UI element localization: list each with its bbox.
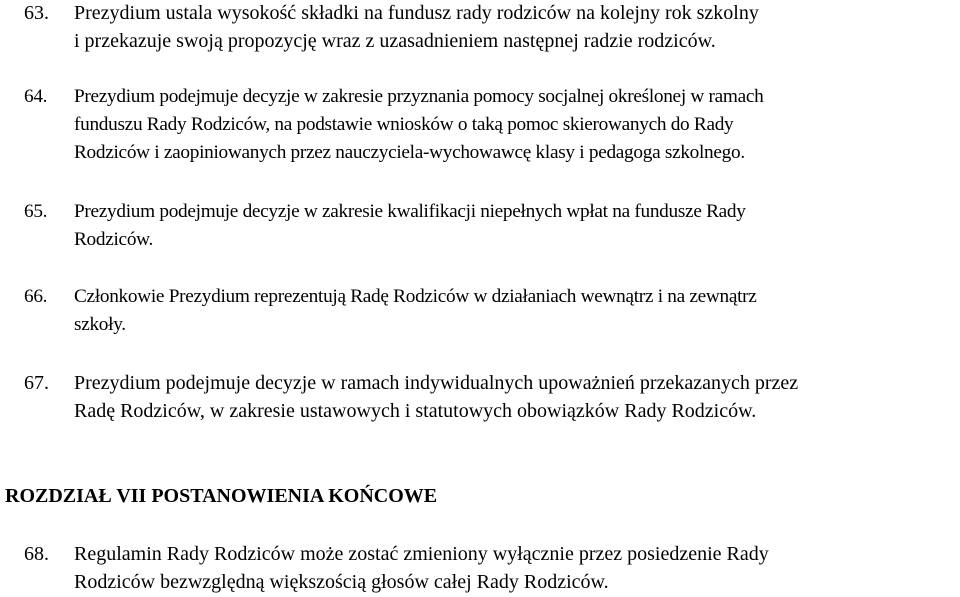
- paragraph-text: [74, 283, 960, 339]
- paragraph-line: i przekazuje swoją propozycję wraz z uzasadnieniem następnej radzie rodziców.: [74, 30, 716, 52]
- paragraph-number: 65.: [24, 201, 48, 222]
- paragraph-line: Prezydium ustala wysokość składki na fundusz rady rodziców na kolejny rok szkolny: [74, 2, 759, 24]
- paragraph-number: 63.: [24, 2, 49, 24]
- paragraph-text: [74, 540, 960, 596]
- paragraph-text: [74, 198, 960, 254]
- paragraph-number: 67.: [24, 372, 49, 394]
- paragraph-number: 68.: [24, 543, 49, 565]
- paragraph-line: Prezydium podejmuje decyzje w zakresie przyznania pomocy socjalnej określonej w ramach: [74, 86, 764, 107]
- paragraph-line: szkoły.: [74, 314, 126, 335]
- chapter-heading: ROZDZIAŁ VII POSTANOWIENIA KOŃCOWE: [5, 485, 438, 507]
- paragraph-text: [74, 369, 960, 425]
- paragraph-text: [74, 83, 960, 167]
- paragraph-line: Rodziców i zaopiniowanych przez nauczyciela-wychowawcę klasy i pedagoga szkolnego.: [74, 142, 745, 163]
- paragraph-line: Prezydium podejmuje decyzje w zakresie kwalifikacji niepełnych wpłat na fundusze Rady: [74, 201, 746, 222]
- paragraph-line: Rodziców.: [74, 229, 154, 250]
- paragraph-line: funduszu Rady Rodziców, na podstawie wniosków o taką pomoc skierowanych do Rady: [74, 114, 734, 135]
- paragraph-text: [74, 0, 960, 55]
- paragraph-line: Członkowie Prezydium reprezentują Radę Rodziców w działaniach wewnątrz i na zewnątrz: [74, 286, 757, 307]
- paragraph-line: Rodziców bezwzględną większością głosów całej Rady Rodziców.: [74, 571, 609, 593]
- paragraph-line: Radę Rodziców, w zakresie ustawowych i statutowych obowiązków Rady Rodziców.: [74, 400, 757, 422]
- paragraph-line: Prezydium podejmuje decyzje w ramach indywidualnych upoważnień przekazanych przez: [74, 372, 799, 394]
- paragraph-line: Regulamin Rady Rodziców może zostać zmieniony wyłącznie przez posiedzenie Rady: [74, 543, 769, 565]
- paragraph-number: 64.: [24, 86, 48, 107]
- paragraph-number: 66.: [24, 286, 48, 307]
